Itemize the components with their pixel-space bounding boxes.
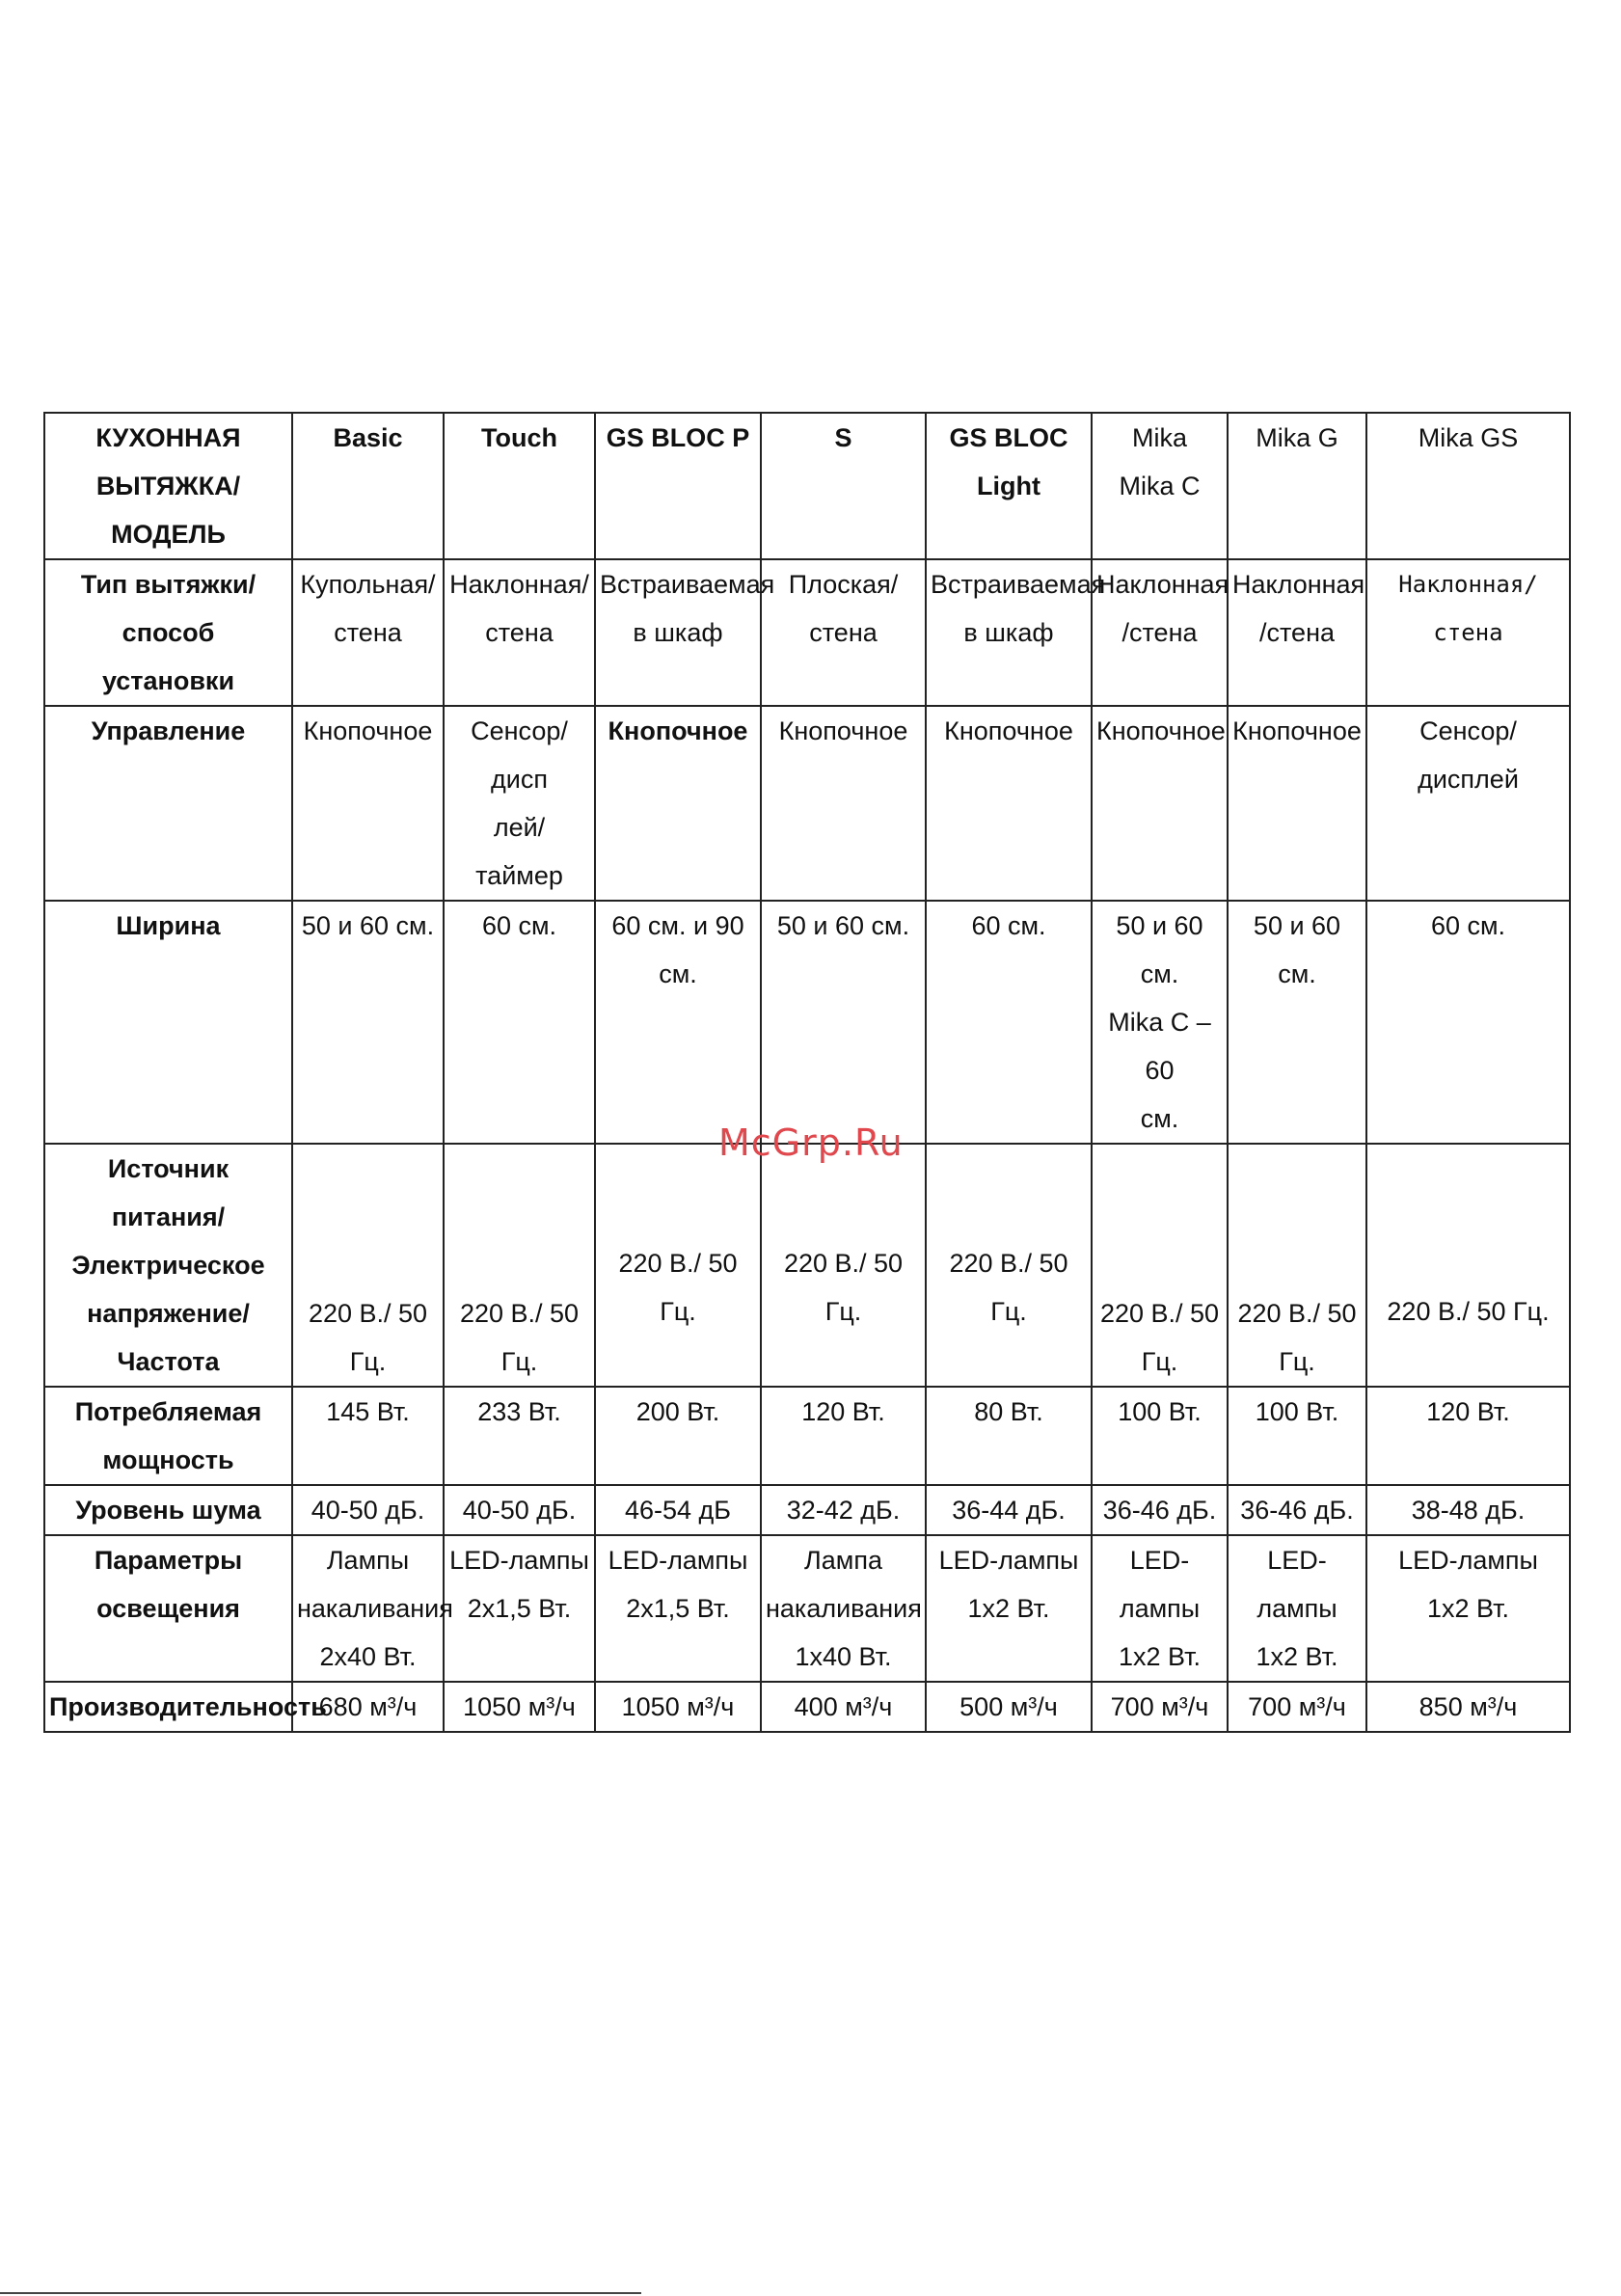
table-cell: 36-46 дБ.	[1228, 1485, 1366, 1535]
table-cell: 100 Вт.	[1092, 1387, 1228, 1485]
row-label: Уровень шума	[44, 1485, 292, 1535]
header-cell-s: S	[761, 413, 926, 559]
table-row	[44, 1535, 1570, 1682]
table-cell: 60 см. и 90 см.	[595, 901, 761, 1144]
row-label: Источник питания/ Электрическое напряжение/ Частота	[44, 1144, 292, 1387]
table-cell: Кнопочное	[1092, 706, 1228, 901]
header-cell-basic: Basic	[292, 413, 444, 559]
table-cell: 220 В./ 50 Гц.	[595, 1144, 761, 1387]
table-cell: Купольная/ стена	[292, 559, 444, 706]
table-cell: 120 Вт.	[1366, 1387, 1570, 1485]
table-cell: Сенсор/дисп лей/ таймер	[444, 706, 595, 901]
table-cell: Наклонная /стена	[1092, 559, 1228, 706]
row-label: Управление	[44, 706, 292, 901]
table-cell: Встраиваемая в шкаф	[926, 559, 1092, 706]
table-cell: 100 Вт.	[1228, 1387, 1366, 1485]
table-cell: 220 В./ 50 Гц.	[292, 1144, 444, 1387]
table-cell: Наклонная/ стена	[444, 559, 595, 706]
table-cell: LED-лампы 1х2 Вт.	[1228, 1535, 1366, 1682]
table-cell: 700 м³/ч	[1228, 1682, 1366, 1732]
table-row	[44, 1144, 1570, 1387]
table-cell: 700 м³/ч	[1092, 1682, 1228, 1732]
table-cell: Кнопочное	[761, 706, 926, 901]
table-cell: 680 м³/ч	[292, 1682, 444, 1732]
watermark: McGrp.Ru	[718, 1121, 904, 1164]
table-cell: Лампы накаливания 2х40 Вт.	[292, 1535, 444, 1682]
table-cell: 38-48 дБ.	[1366, 1485, 1570, 1535]
table-cell: 36-44 дБ.	[926, 1485, 1092, 1535]
table-cell: 50 и 60 см.	[761, 901, 926, 1144]
table-row	[44, 706, 1570, 901]
row-label: Ширина	[44, 901, 292, 1144]
spec-table	[43, 412, 1571, 1733]
table-cell: Кнопочное	[292, 706, 444, 901]
header-row	[44, 413, 1570, 559]
table-cell: 36-46 дБ.	[1092, 1485, 1228, 1535]
table-cell: 40-50 дБ.	[292, 1485, 444, 1535]
table-row	[44, 1485, 1570, 1535]
table-cell: 46-54 дБ	[595, 1485, 761, 1535]
table-cell: 220 В./ 50 Гц.	[1092, 1144, 1228, 1387]
table-cell: 60 см.	[926, 901, 1092, 1144]
table-row	[44, 901, 1570, 1144]
table-cell: 220 В./ 50 Гц.	[444, 1144, 595, 1387]
table-cell: Кнопочное	[595, 706, 761, 901]
table-row	[44, 559, 1570, 706]
table-row	[44, 1682, 1570, 1732]
row-label: Потребляемая мощность	[44, 1387, 292, 1485]
table-cell: 60 см.	[444, 901, 595, 1144]
table-cell: Плоская/ стена	[761, 559, 926, 706]
table-cell: 850 м³/ч	[1366, 1682, 1570, 1732]
table-cell: Наклонная/стена	[1366, 559, 1570, 706]
table-cell: 233 Вт.	[444, 1387, 595, 1485]
table-cell: 32-42 дБ.	[761, 1485, 926, 1535]
table-cell: 200 Вт.	[595, 1387, 761, 1485]
table-cell: Сенсор/дисплей	[1366, 706, 1570, 901]
header-cell-gs-bloc-p: GS BLOC P	[595, 413, 761, 559]
header-cell-gs-bloc-light: GS BLOC Light	[926, 413, 1092, 559]
table-cell: Лампа накаливания 1х40 Вт.	[761, 1535, 926, 1682]
table-cell: Наклонная /стена	[1228, 559, 1366, 706]
table-cell: 1050 м³/ч	[444, 1682, 595, 1732]
header-cell-mika-g: Mika G	[1228, 413, 1366, 559]
table-cell: LED-лампы 2х1,5 Вт.	[444, 1535, 595, 1682]
table-cell: 50 и 60 см. Mika C – 60 см.	[1092, 901, 1228, 1144]
header-cell-mika: Mika Mika C	[1092, 413, 1228, 559]
table-cell: Кнопочное	[926, 706, 1092, 901]
row-label: Параметры освещения	[44, 1535, 292, 1682]
table-cell: LED-лампы 2х1,5 Вт.	[595, 1535, 761, 1682]
table-cell: 80 Вт.	[926, 1387, 1092, 1485]
table-cell: 1050 м³/ч	[595, 1682, 761, 1732]
table-cell: 220 В./ 50 Гц.	[761, 1144, 926, 1387]
table-cell: LED-лампы 1х2 Вт.	[1366, 1535, 1570, 1682]
header-cell-touch: Touch	[444, 413, 595, 559]
table-cell: LED-лампы 1х2 Вт.	[926, 1535, 1092, 1682]
row-label: Производительность	[44, 1682, 292, 1732]
table-cell: 220 В./ 50 Гц.	[1366, 1144, 1570, 1387]
table-row	[44, 1387, 1570, 1485]
footer-divider	[0, 2292, 641, 2294]
table-cell: 145 Вт.	[292, 1387, 444, 1485]
table-cell: 120 Вт.	[761, 1387, 926, 1485]
table-cell: 40-50 дБ.	[444, 1485, 595, 1535]
table-cell: 50 и 60 см.	[1228, 901, 1366, 1144]
table-cell: Кнопочное	[1228, 706, 1366, 901]
table-cell: 220 В./ 50 Гц.	[1228, 1144, 1366, 1387]
table-cell: 500 м³/ч	[926, 1682, 1092, 1732]
table-cell: 60 см.	[1366, 901, 1570, 1144]
table-cell: 220 В./ 50 Гц.	[926, 1144, 1092, 1387]
row-label: Тип вытяжки/способ установки	[44, 559, 292, 706]
header-cell-mika-gs: Mika GS	[1366, 413, 1570, 559]
table-cell: 50 и 60 см.	[292, 901, 444, 1144]
table-cell: Встраиваемая в шкаф	[595, 559, 761, 706]
table-cell: 400 м³/ч	[761, 1682, 926, 1732]
table-cell: LED-лампы 1х2 Вт.	[1092, 1535, 1228, 1682]
header-cell-model: КУХОННАЯ ВЫТЯЖКА/МОДЕЛЬ	[44, 413, 292, 559]
